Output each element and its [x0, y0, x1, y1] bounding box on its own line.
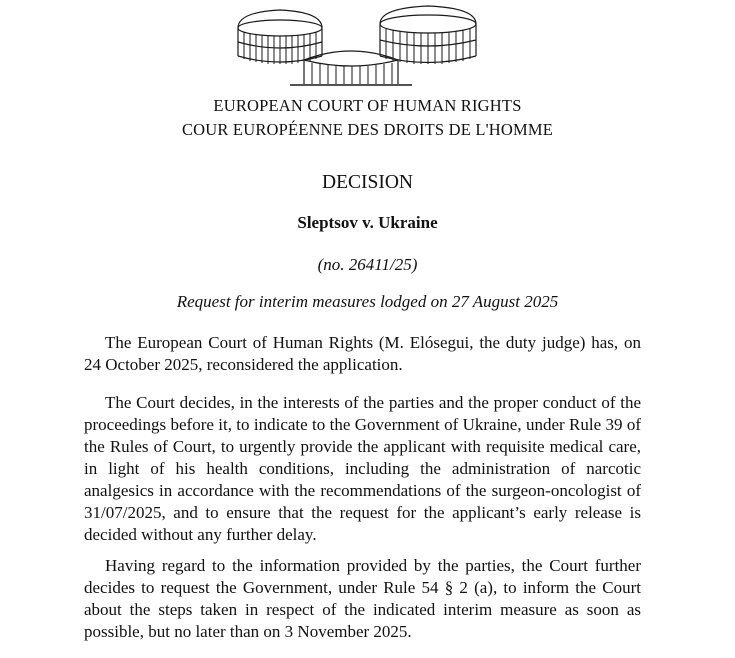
case-number: (no. 26411/25) — [317, 255, 418, 274]
court-name-french: COUR EUROPÉENNE DES DROITS DE L'HOMME — [181, 120, 554, 139]
paragraph-interim-measure: The Court decides, in the interests of the parties and the proper conduct of the proceedings before it, to indicate to the Government of Ukraine, under Rule 39 of the Rules of Court, to urgently provide the applicant with requisite medical care, in light of his health conditions, including the administration of narcotic analgesics in accordance with the recommendations of the surgeon-oncologist of 31/07/2025, and to ensure that the request for the applicant’s early release is decided without any further delay. — [84, 393, 641, 544]
request-line: Request for interim measures lodged on 27 August 2025 — [176, 292, 559, 311]
paragraph-information-request: Having regard to the information provided by the parties, the Court further decides to request the Government, under Rule 54 § 2 (a), to inform the Court about the steps taken in respect of the indicated interim measure as soon as possible, but no later than on 3 November 2025. — [84, 556, 641, 641]
court-building-logo-icon — [230, 2, 500, 88]
case-name: Sleptsov v. Ukraine — [297, 213, 438, 232]
document-title: DECISION — [322, 172, 413, 193]
paragraph-reconsideration: The European Court of Human Rights (M. Elósegui, the duty judge) has, on 24 October 2025, reconsidered the application. — [84, 333, 641, 374]
court-name-english: EUROPEAN COURT OF HUMAN RIGHTS — [213, 96, 522, 115]
